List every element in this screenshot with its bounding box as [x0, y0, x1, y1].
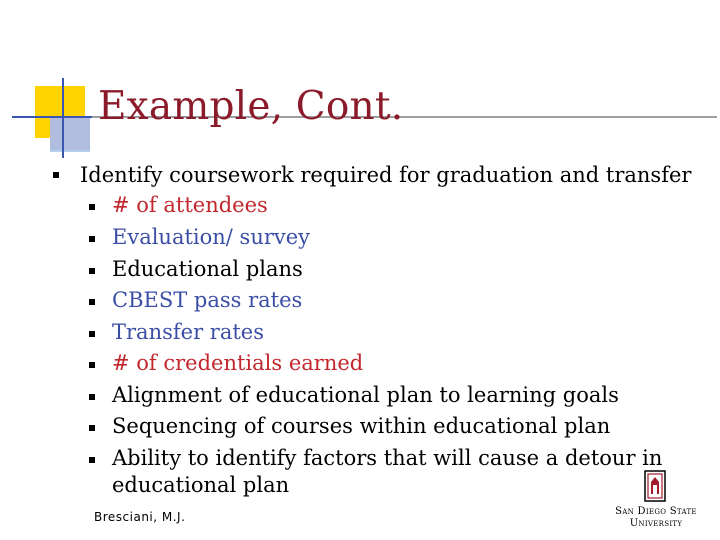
- list-item: Alignment of educational plan to learning goals: [112, 383, 619, 407]
- bullet-icon: [89, 331, 95, 337]
- main-bullet-text: Identify coursework required for graduation and transfer: [80, 163, 692, 187]
- author-credit: Bresciani, M.J.: [94, 510, 186, 524]
- bullet-icon: [89, 268, 95, 274]
- university-logo-text: [614, 506, 698, 530]
- list-item: Educational plans: [112, 257, 303, 281]
- decoration-blue-block: [50, 116, 90, 152]
- bullet-icon: [89, 204, 95, 210]
- university-logo-emblem-icon: [644, 470, 666, 502]
- logo-line-1: San Diego State: [615, 506, 697, 517]
- list-item: CBEST pass rates: [112, 288, 303, 312]
- bullet-icon: [89, 425, 95, 431]
- bullet-icon: [89, 457, 95, 463]
- list-item: # of attendees: [112, 193, 268, 217]
- list-item: # of credentials earned: [112, 351, 364, 375]
- bullet-icon: [53, 172, 59, 178]
- list-item: Sequencing of courses within educational plan: [112, 414, 611, 438]
- list-item: Evaluation/ survey: [112, 225, 311, 249]
- slide-title: Example, Cont.: [98, 84, 404, 129]
- decoration-horizontal-line-accent: [12, 116, 92, 118]
- bullet-icon: [89, 299, 95, 305]
- bullet-icon: [89, 236, 95, 242]
- bullet-icon: [89, 362, 95, 368]
- list-item: Transfer rates: [112, 320, 264, 344]
- list-item: Ability to identify factors that will cause a detour in: [112, 446, 663, 470]
- decoration-vertical-line: [62, 78, 64, 158]
- logo-line-2: University: [629, 518, 683, 529]
- list-item-continuation: educational plan: [112, 473, 290, 497]
- bullet-icon: [89, 394, 95, 400]
